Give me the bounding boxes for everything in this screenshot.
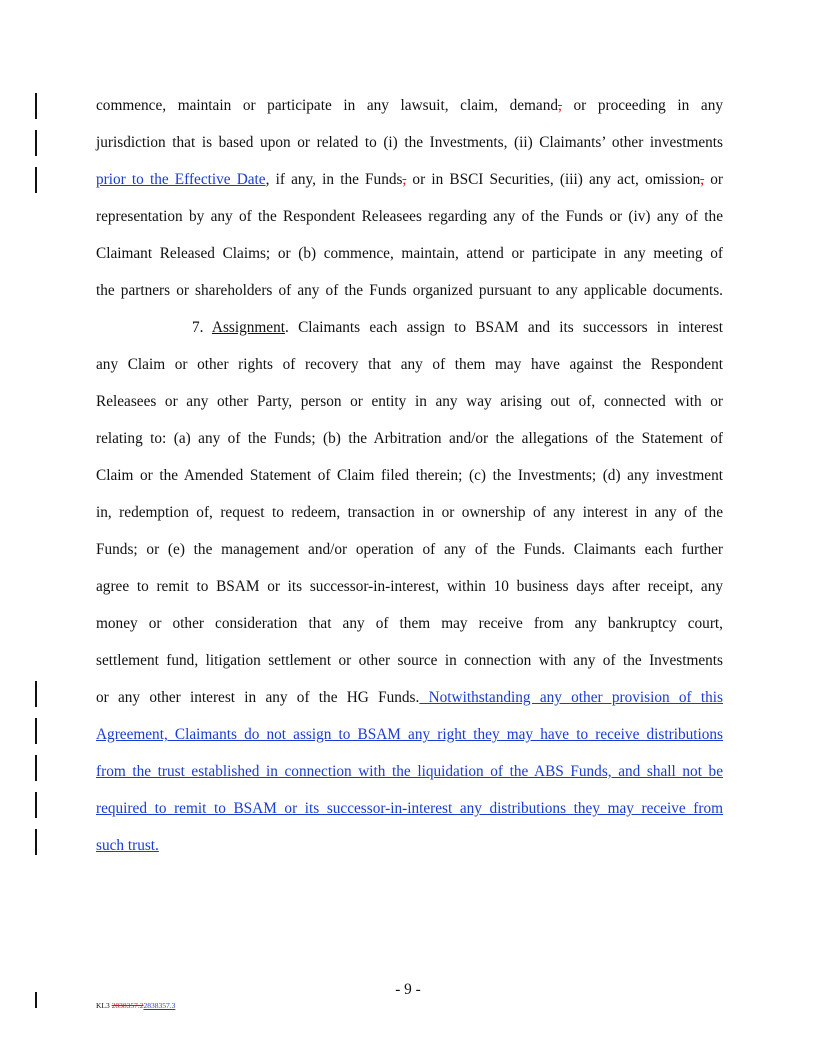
text-line: the partners or shareholders of any of the Funds organized pursuant to any applicable documents. — [96, 282, 723, 299]
change-bar — [35, 829, 37, 855]
text-line: any Claim or other rights of recovery that any of them may have against the Respondent — [96, 356, 723, 373]
change-bar — [35, 130, 37, 156]
section-title: Assignment — [211, 319, 285, 336]
section-heading-line: 7. Assignment. Claimants each assign to BSAM and its successors in interest — [192, 319, 723, 336]
change-bar — [35, 755, 37, 781]
change-bar — [35, 93, 37, 119]
document-id-footer: KL3 2838357.22838357.3 — [96, 1001, 176, 1010]
text-line: jurisdiction that is based upon or related to (i) the Investments, (ii) Claimants’ other investments — [96, 134, 723, 151]
change-bar — [35, 718, 37, 744]
inserted-text-line: from the trust established in connection with the liquidation of the ABS Funds, and shall not be — [96, 763, 723, 780]
page-number: - 9 - — [395, 981, 421, 998]
change-bar — [35, 681, 37, 707]
text-line: or any other interest in any of the HG Funds. Notwithstanding any other provision of this — [96, 689, 723, 706]
inserted-text-line: such trust. — [96, 837, 159, 854]
text-line: commence, maintain or participate in any lawsuit, claim, demand, or proceeding in any — [96, 97, 723, 114]
text-line: Releasees or any other Party, person or entity in any way arising out of, connected with or — [96, 393, 723, 410]
text-line: prior to the Effective Date, if any, in the Funds, or in BSCI Securities, (iii) any act, omission, or — [96, 171, 723, 188]
text-line: relating to: (a) any of the Funds; (b) the Arbitration and/or the allegations of the Statement of — [96, 430, 723, 447]
text-line: settlement fund, litigation settlement or other source in connection with any of the Investments — [96, 652, 723, 669]
text-line: money or other consideration that any of them may receive from any bankruptcy court, — [96, 615, 723, 632]
text-line: representation by any of the Respondent Releasees regarding any of the Funds or (iv) any of the — [96, 208, 723, 225]
inserted-text-line: Agreement, Claimants do not assign to BSAM any right they may have to receive distributions — [96, 726, 723, 743]
text-line: Funds; or (e) the management and/or operation of any of the Funds. Claimants each further — [96, 541, 723, 558]
change-bar — [35, 792, 37, 818]
text-line: Claim or the Amended Statement of Claim filed therein; (c) the Investments; (d) any investment — [96, 467, 723, 484]
text-line: in, redemption of, request to redeem, transaction in or ownership of any interest in any of the — [96, 504, 723, 521]
text-line: agree to remit to BSAM or its successor-in-interest, within 10 business days after receipt, any — [96, 578, 723, 595]
inserted-text-line: required to remit to BSAM or its successor-in-interest any distributions they may receive from — [96, 800, 723, 817]
text-line: Claimant Released Claims; or (b) commence, maintain, attend or participate in any meeting of — [96, 245, 723, 262]
change-bar — [35, 167, 37, 193]
